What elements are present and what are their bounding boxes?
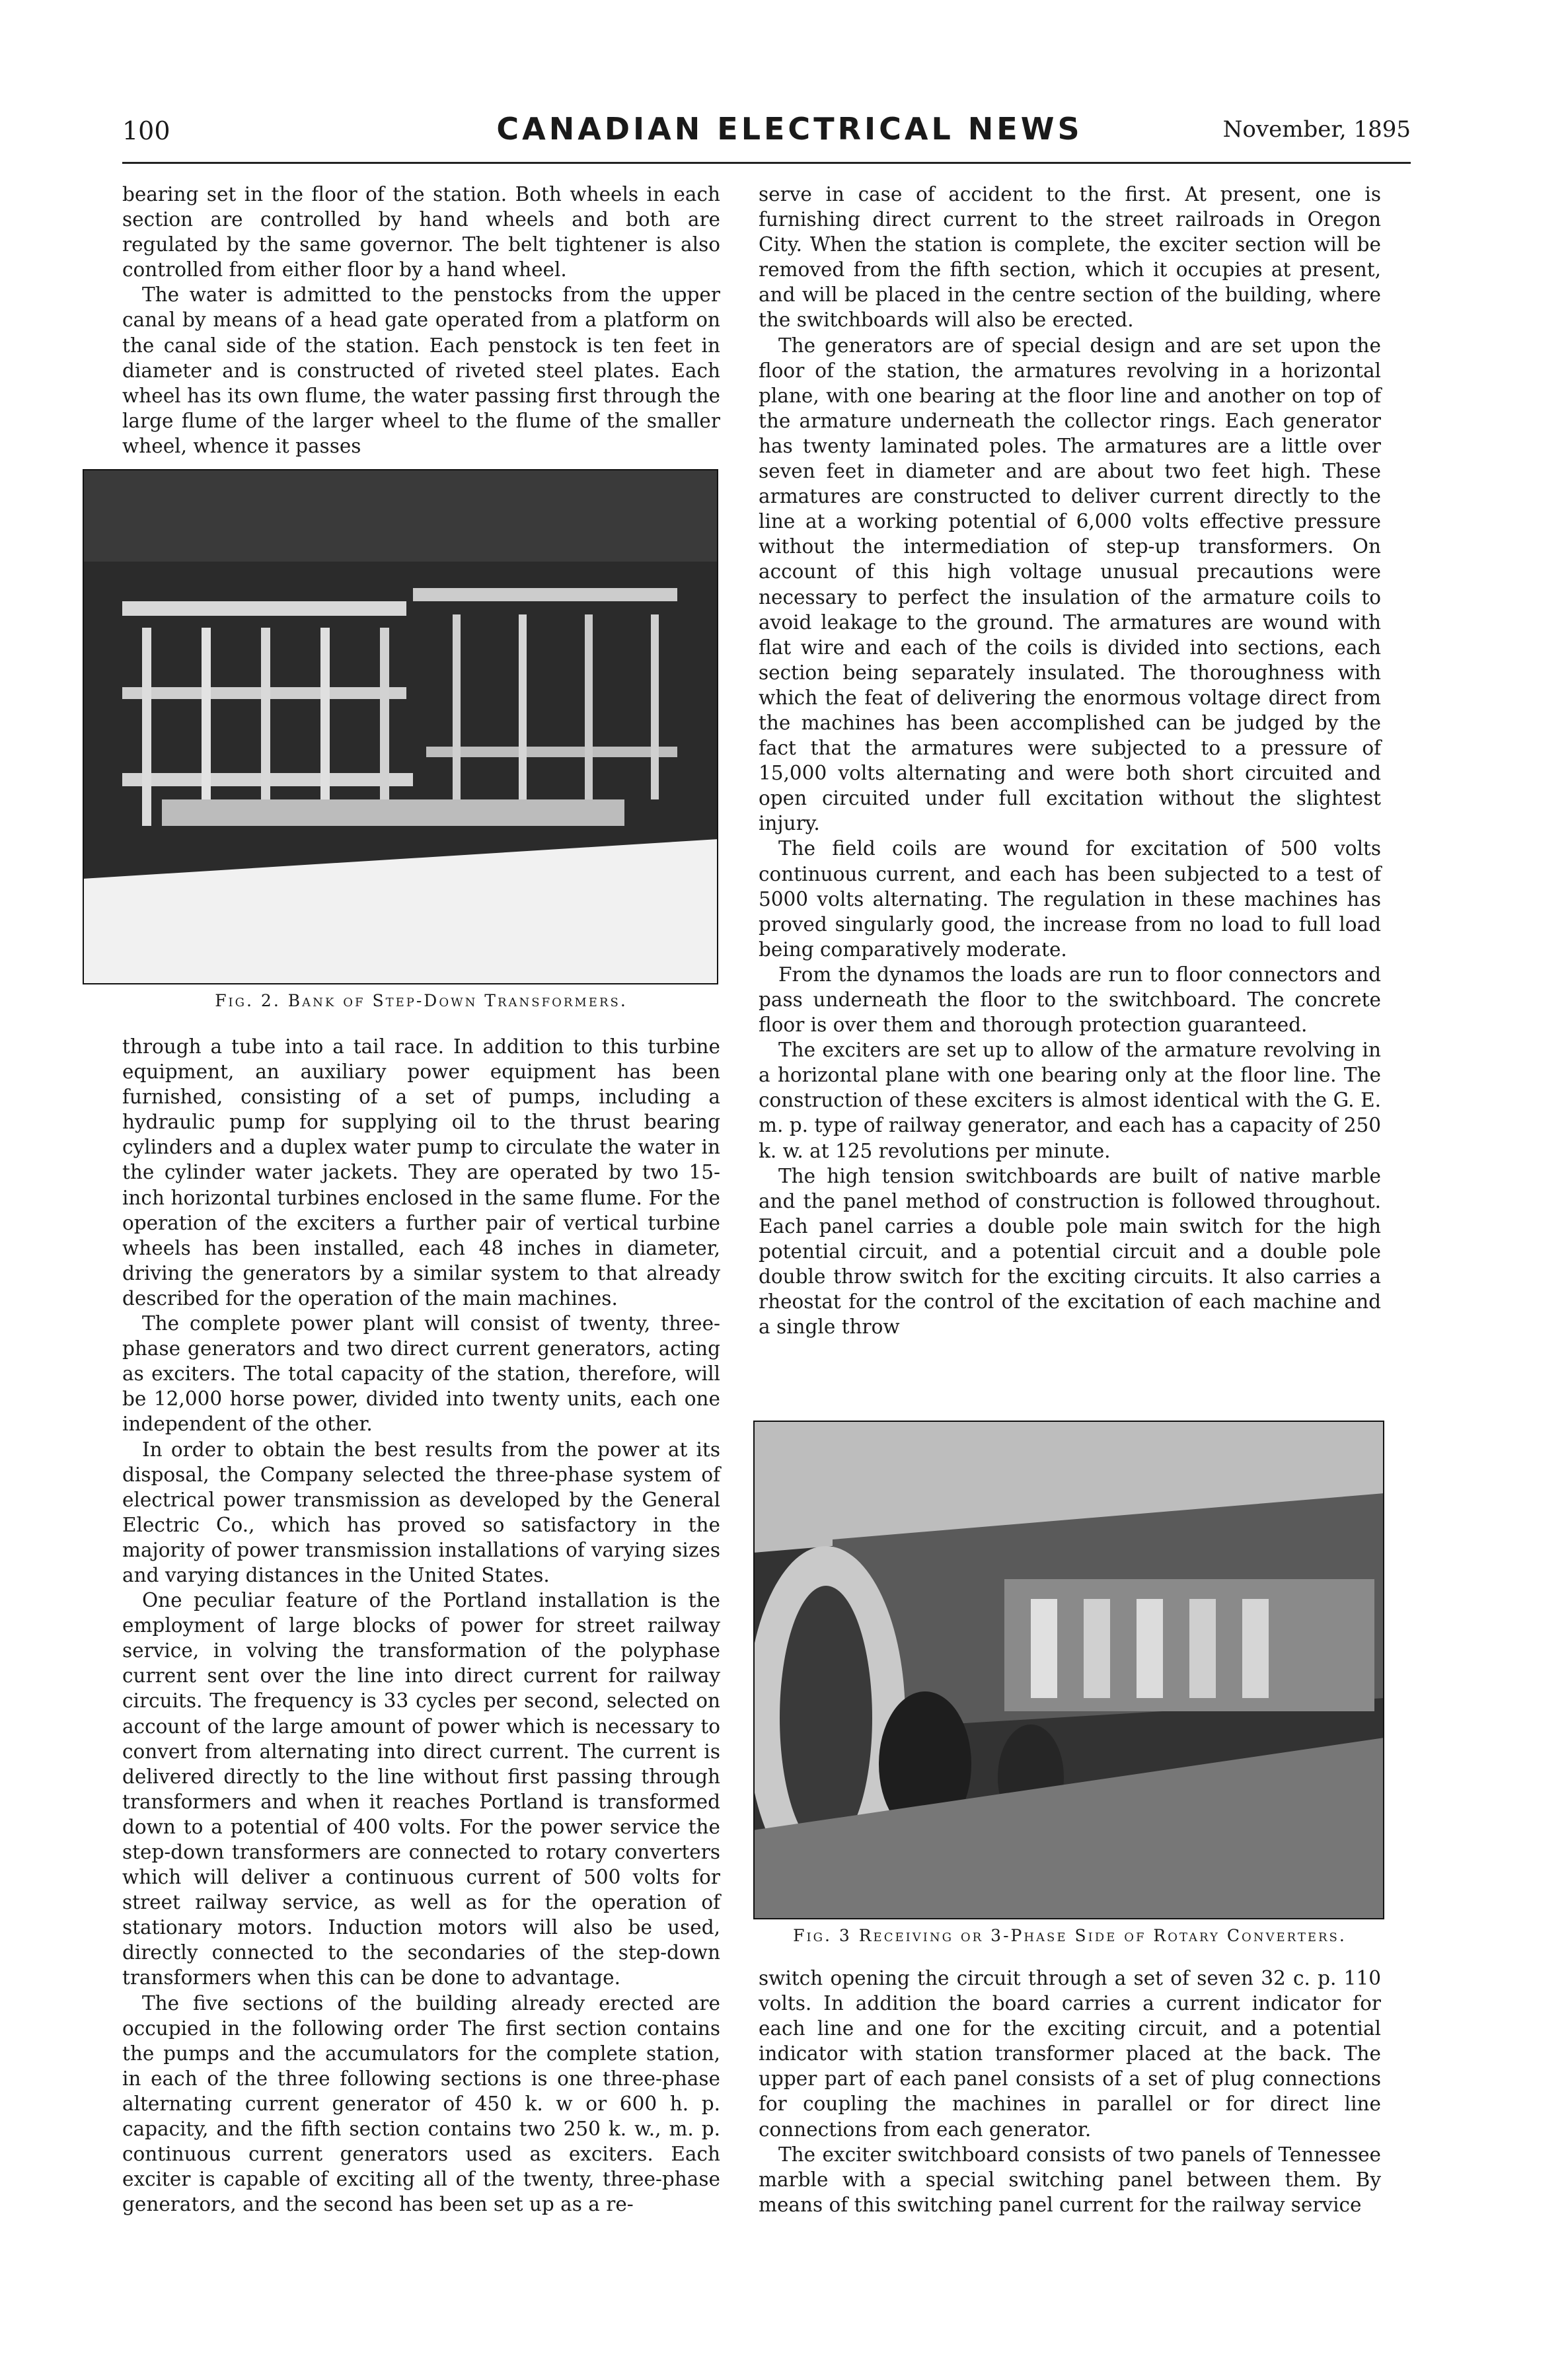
paragraph: The high tension switchboards are built of native marble and the panel method of construction is followed throughout. Each panel carries a double pole main switch for the high potential circuit, and a potential circuit and a double pole double throw switch for the exciting circuits. It also carries a rheostat for the control of the excitation of each machine and a single throw [759,1164,1381,1339]
paragraph: The five sections of the building already erected are occupied in the following order The first section contains the pumps and the accumulators for the complete station, in each of the three following sections is one three-phase alternating current generator of 450 k. w or 600 h. p. capacity, and the fifth section contains two 250 k. w., m. p. continuous current generators used as exciters. Each exciter is capable of exciting all of the twenty, three-phase generators, and the second has been set up as a re- [122,1991,720,2216]
paragraph: The exciter switchboard consists of two panels of Tennessee marble with a special switching panel between them. By means of this switching panel current for the railway service [759,2143,1381,2216]
paragraph: bearing set in the floor of the station. Both wheels in each section are controlled by hand wheels and both are regulated by the same governor. The belt tightener is also controlled from either floor by a hand wheel. [122,183,720,281]
figure-2-caption: Fig. 2. Bank of Step-Down Transformers. [215,991,628,1010]
header-rule [122,162,1411,164]
paragraph: The field coils are wound for excitation of 500 volts continuous current, and each has been subjected to a test of 5000 volts alternating. The regulation in these machines has proved singularly good, the increase from no load to full load being comparatively moderate. [759,837,1381,961]
masthead-title: CANADIAN ELECTRICAL NEWS [496,111,1083,147]
right-column-top [759,182,1381,1339]
figure-rotary-converters-photo [753,1421,1384,1919]
figure-3-caption: Fig. 3 Receiving or 3-Phase Side of Rotary Converters. [793,1926,1347,1945]
paragraph: The generators are of special design and are set upon the floor of the station, the armatures revolving in a horizontal plane, with one bearing at the floor line and another on top of the armature underneath the collector rings. Each generator has twenty laminated poles. The armatures are a little over seven feet in diameter and are about two feet high. These armatures are constructed to deliver current directly to the line at a working potential of 6,000 volts effective pressure without the intermediation of step-up transformers. On account of this high voltage unusual precautions were necessary to perfect the insulation of the armature coils to avoid leakage to the ground. The armatures are wound with flat wire and each of the coils is divided into sections, each section being separately insulated. The thoroughness with which the feat of delivering the enormous voltage direct from the machines has been accomplished can be judged by the fact that the armatures were subjected to a pressure of 15,000 volts alternating and were both short circuited and open circuited under full excitation without the slightest injury. [759,334,1381,835]
paragraph: From the dynamos the loads are run to floor connectors and pass underneath the floor to the switchboard. The concrete floor is over them and thorough protection guaranteed. [759,963,1381,1037]
right-column-bottom [759,1966,1381,2217]
page-number: 100 [122,116,170,145]
paragraph: In order to obtain the best results from the power at its disposal, the Company selected the three-phase system of electrical power transmission as developed by the General Electric Co., which has proved so satisfactory in the majority of power transmission installations of varying sizes and varying distances in the United States. [122,1438,720,1586]
paragraph: switch opening the circuit through a set of seven 32 c. p. 110 volts. In addition the board carries a current indicator for each line and one for the exciting circuit, and a potential indicator with station transformer placed at the back. The upper part of each panel consists of a set of plug connections for coupling the machines in parallel or for direct line connections from each generator. [759,1967,1381,2141]
left-column-bottom [122,1034,720,2217]
paragraph: serve in case of accident to the first. At present, one is furnishing direct current to the street railroads in Oregon City. When the station is complete, the exciter section will be removed from the fifth section, which it occupies at present, and will be placed in the centre section of the building, where the switchboards will also be erected. [759,183,1381,332]
paragraph: The water is admitted to the penstocks from the upper canal by means of a head gate operated from a platform on the canal side of the station. Each penstock is ten feet in diameter and is constructed of riveted steel plates. Each wheel has its own flume, the water passing first through the large flume of the larger wheel to the flume of the smaller wheel, whence it passes [122,283,720,457]
figure-transformers-photo [83,469,718,984]
issue-date: November, 1895 [1222,116,1411,143]
left-column-top [122,182,720,459]
paragraph: The complete power plant will consist of twenty, three-phase generators and two direct current generators, acting as exciters. The total capacity of the station, therefore, will be 12,000 horse power, divided into twenty units, each one independent of the other. [122,1312,720,1436]
paragraph: through a tube into a tail race. In addition to this turbine equipment, an auxiliary power equipment has been furnished, consisting of a set of pumps, including a hydraulic pump for supplying oil to the thrust bearing cylinders and a duplex water pump to circulate the water in the cylinder water jackets. They are operated by two 15-inch horizontal turbines enclosed in the same flume. For the operation of the exciters a further pair of vertical turbine wheels has been installed, each 48 inches in diameter, driving the generators by a similar system to that already described for the operation of the main machines. [122,1035,720,1310]
paragraph: The exciters are set up to allow of the armature revolving in a horizontal plane with one bearing only at the floor line. The construction of these exciters is almost identical with the G. E. m. p. type of railway generator, and each has a capacity of 250 k. w. at 125 revolutions per minute. [759,1039,1381,1162]
paragraph: One peculiar feature of the Portland installation is the employment of large blocks of power for street railway service, in volving the transformation of the polyphase current sent over the line into direct current for railway circuits. The frequency is 33 cycles per second, selected on account of the large amount of power which is necessary to convert from alternating into direct current. The current is delivered directly to the line without first passing through transformers and when it reaches Portland is transformed down to a potential of 400 volts. For the power service the step-down transformers are connected to rotary converters which will deliver a continuous current of 500 volts for street railway service, as well as for the operation of stationary motors. Induction motors will also be used, directly connected to the secondaries of the step-down transformers when this can be done to advantage. [122,1589,720,1989]
page-header [122,111,1411,157]
